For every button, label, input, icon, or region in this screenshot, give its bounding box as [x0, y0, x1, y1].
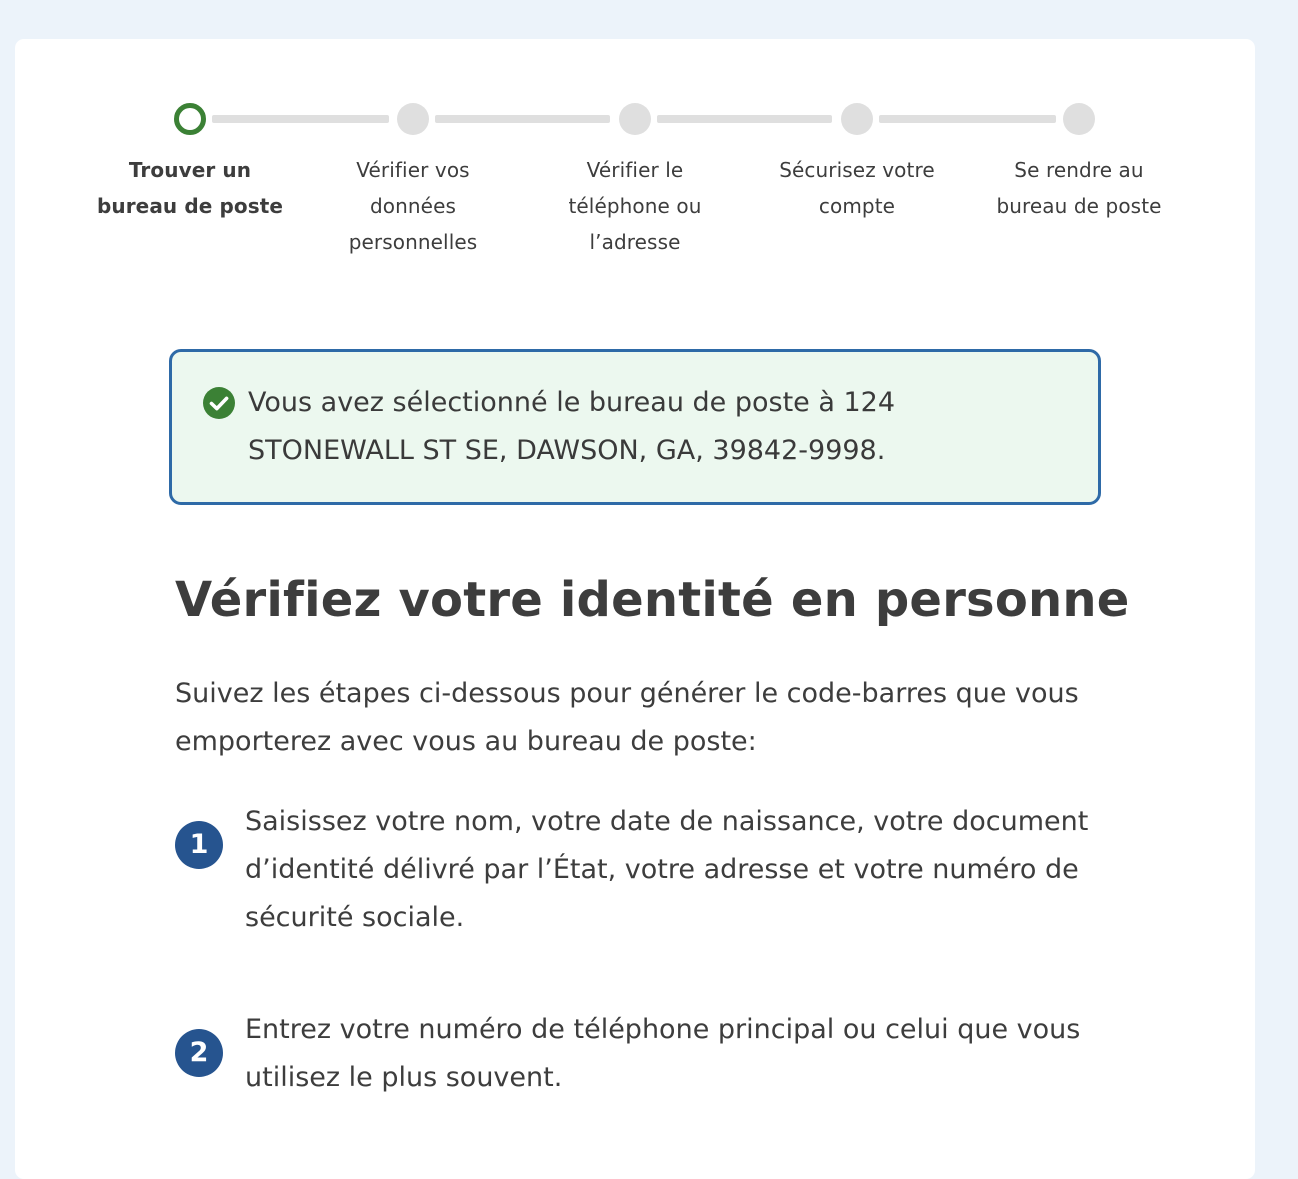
step-4-label: Sécurisez votre compte	[779, 158, 935, 218]
page-title: Vérifiez votre identité en personne	[175, 572, 1130, 628]
process-step-text: Entrez votre numéro de téléphone principal ou celui que vous utilisez le plus souvent.	[245, 1014, 1081, 1093]
step-number-badge: 2	[175, 1029, 223, 1077]
step-connector	[212, 115, 389, 123]
step-2-marker	[397, 103, 429, 135]
step-number-badge: 1	[175, 821, 223, 869]
step-2-label: Vérifier vos données personnelles	[348, 158, 478, 254]
step-connector	[435, 115, 610, 123]
step-5-marker	[1063, 103, 1095, 135]
step-connector	[657, 115, 832, 123]
step-connector	[879, 115, 1056, 123]
alert-message: Vous avez sélectionné le bureau de poste à 124 STONEWALL ST SE, DAWSON, GA, 39842-9998.	[248, 387, 896, 466]
step-1-marker	[174, 103, 206, 135]
success-alert	[169, 349, 1101, 505]
step-5-label: Se rendre au bureau de poste	[996, 158, 1162, 218]
step-3-marker	[619, 103, 651, 135]
step-4-marker	[841, 103, 873, 135]
intro-text: Suivez les étapes ci-dessous pour générer le code-barres que vous emporterez avec vous au bureau de poste:	[175, 678, 1079, 757]
step-1-label: Trouver un bureau de poste	[96, 158, 284, 218]
step-3-label: Vérifier le téléphone ou l’adresse	[568, 158, 702, 254]
check-circle-icon	[203, 387, 235, 419]
process-step-text: Saisissez votre nom, votre date de naissance, votre document d’identité délivré par l’État, votre adresse et votre numéro de sécurité sociale.	[245, 806, 1089, 933]
